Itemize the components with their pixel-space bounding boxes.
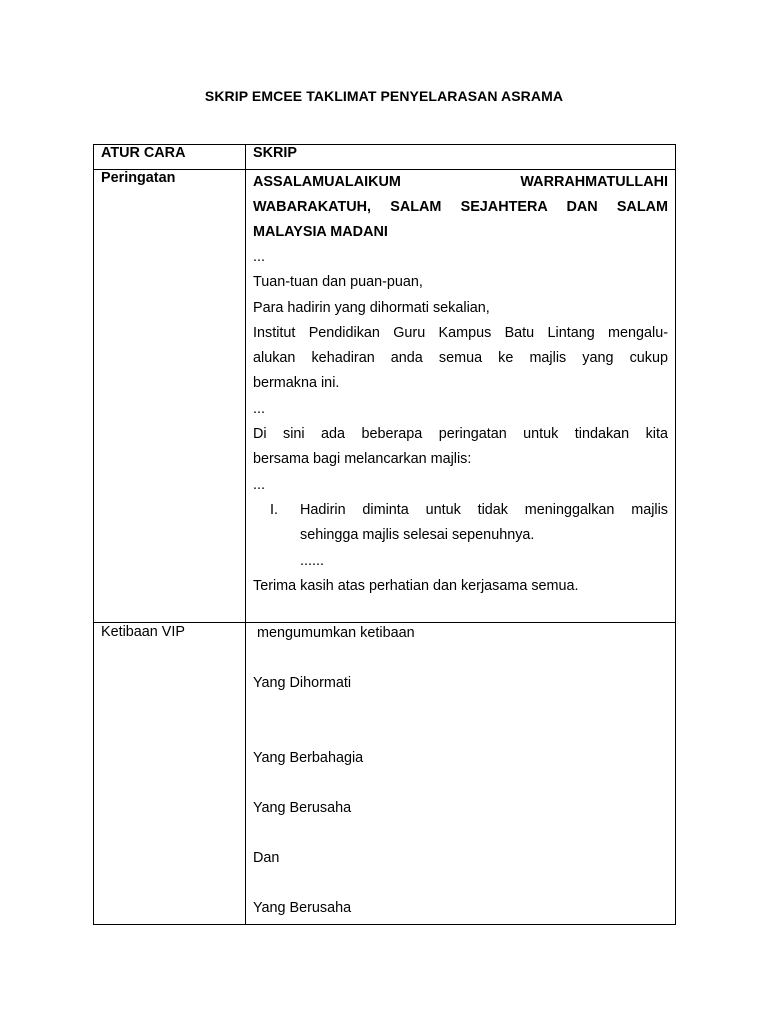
vip-yang-berusaha-2: Yang Berusaha: [253, 900, 352, 916]
script-peringatan: [246, 170, 676, 623]
document-title: SKRIP EMCEE TAKLIMAT PENYELARASAN ASRAMA: [204, 88, 564, 104]
script-ketibaan-vip: [246, 623, 676, 925]
list-number: I.: [270, 501, 278, 518]
salam-line-3: MALAYSIA MADANI: [253, 224, 388, 240]
label-ketibaan-vip: Ketibaan VIP: [94, 623, 246, 925]
vip-announce: mengumumkan ketibaan: [253, 625, 415, 641]
list-item: [253, 498, 668, 574]
disini-line-2: bersama bagi melancarkan majlis:: [253, 451, 472, 468]
label-peringatan: Peringatan: [94, 170, 246, 623]
header-atur-cara: ATUR CARA: [94, 145, 246, 170]
list-ellipsis: ......: [300, 552, 324, 569]
salam-line-1: ASSALAMUALAIKUM WARRAHMATULLAHI: [253, 174, 668, 190]
header-skrip: SKRIP: [246, 145, 676, 170]
institut-line-1: Institut Pendidikan Guru Kampus Batu Lintang mengalu-: [253, 324, 668, 341]
disini-line-1: Di sini ada beberapa peringatan untuk tindakan kita: [253, 426, 668, 443]
script-table: [93, 144, 676, 925]
salam-line-2: WABARAKATUH, SALAM SEJAHTERA DAN SALAM: [253, 199, 668, 215]
closing-line: Terima kasih atas perhatian dan kerjasama semua.: [253, 577, 579, 594]
line-para-hadirin: Para hadirin yang dihormati sekalian,: [253, 299, 490, 316]
vip-yang-berusaha-1: Yang Berusaha: [253, 800, 352, 816]
vip-yang-berbahagia: Yang Berbahagia: [253, 750, 364, 766]
table-row-ketibaan-vip: [94, 623, 676, 925]
list-text: [300, 498, 668, 574]
ellipsis-2: ...: [253, 400, 265, 417]
table-header-row: [94, 145, 676, 170]
list-line-1: Hadirin diminta untuk tidak meninggalkan majlis: [300, 501, 668, 518]
table-row-peringatan: [94, 170, 676, 623]
vip-dan: Dan: [253, 850, 280, 866]
vip-yang-dihormati: Yang Dihormati: [253, 675, 352, 691]
ellipsis-1: ...: [253, 249, 265, 265]
list-line-2: sehingga majlis selesai sepenuhnya.: [300, 527, 535, 544]
ellipsis-3: ...: [253, 476, 265, 493]
institut-line-2: alukan kehadiran anda semua ke majlis yang cukup: [253, 350, 668, 367]
line-tuan-puan: Tuan-tuan dan puan-puan,: [253, 274, 423, 291]
institut-line-3: bermakna ini.: [253, 375, 340, 392]
